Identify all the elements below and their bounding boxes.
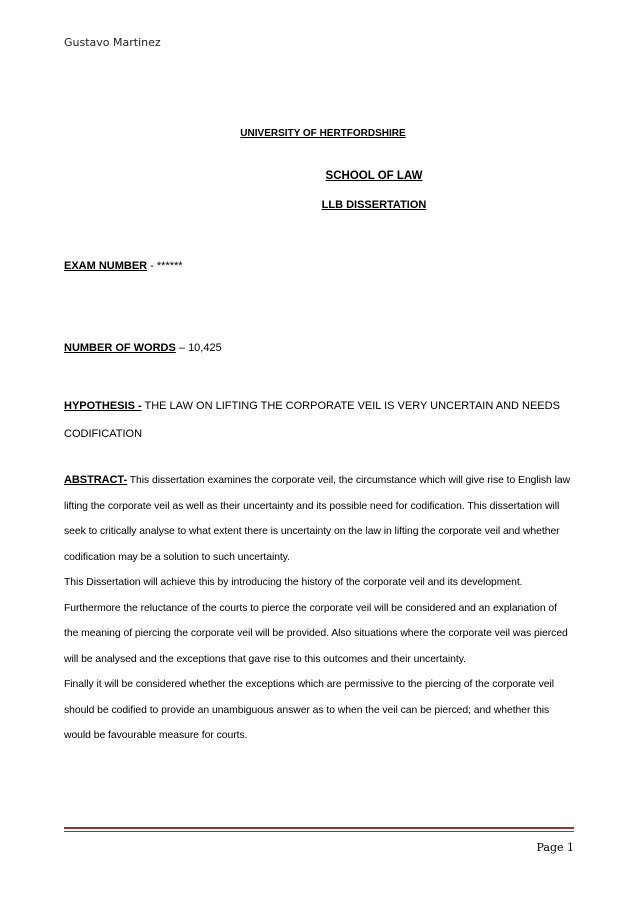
abstract-paragraph-1: [64, 468, 574, 570]
abstract-section: [64, 468, 574, 749]
program-title: LLB DISSERTATION: [321, 199, 427, 211]
hypothesis-section: [64, 392, 564, 448]
exam-number-field: [64, 260, 183, 272]
exam-number-label: EXAM NUMBER: [64, 260, 148, 272]
abstract-paragraph-2: This Dissertation will achieve this by introducing the history of the corporate veil and its development. Furthermore the reluctance of the courts to pierce the corporate veil will be considered and an explanation of the meaning of piercing the corporate veil will be provided. Also situations where the corporate veil was pierced will be analysed and the exceptions that gave rise to this outcomes and their uncertainty.: [64, 577, 568, 665]
page-number: Page 1: [536, 841, 574, 854]
word-count-separator: –: [175, 342, 189, 354]
footer-rule-thick: [64, 827, 574, 829]
abstract-label: ABSTRACT-: [64, 474, 128, 486]
abstract-text-1: This dissertation examines the corporate veil, the circumstance which will give rise to English law lifting the corporate veil as well as their uncertainty and its possible need for codification. This dissertation will seek to critically analyse to what extent there is uncertainty on the law in lifting the corporate veil and whether codification may be a solution to such uncertainty.: [64, 475, 571, 563]
word-count-field: [64, 342, 222, 354]
word-count-label: NUMBER OF WORDS: [64, 342, 176, 354]
exam-number-value: ******: [156, 260, 183, 272]
exam-number-separator: -: [147, 260, 157, 272]
hypothesis-label: HYPOTHESIS -: [64, 400, 142, 412]
header-author: Gustavo Martinez: [64, 36, 161, 49]
abstract-paragraph-3: Finally it will be considered whether the exceptions which are permissive to the piercing of the corporate veil should be codified to provide an unambiguous answer as to when the veil can be pierced; and whether this would be favourable measure for courts.: [64, 679, 554, 741]
word-count-value: 10,425: [188, 342, 222, 354]
footer-rule-thin: [64, 831, 574, 832]
university-title: UNIVERSITY OF HERTFORDSHIRE: [240, 128, 406, 139]
hypothesis-text: THE LAW ON LIFTING THE CORPORATE VEIL IS VERY UNCERTAIN AND NEEDS CODIFICATION: [64, 400, 560, 440]
school-title: SCHOOL OF LAW: [325, 170, 423, 182]
